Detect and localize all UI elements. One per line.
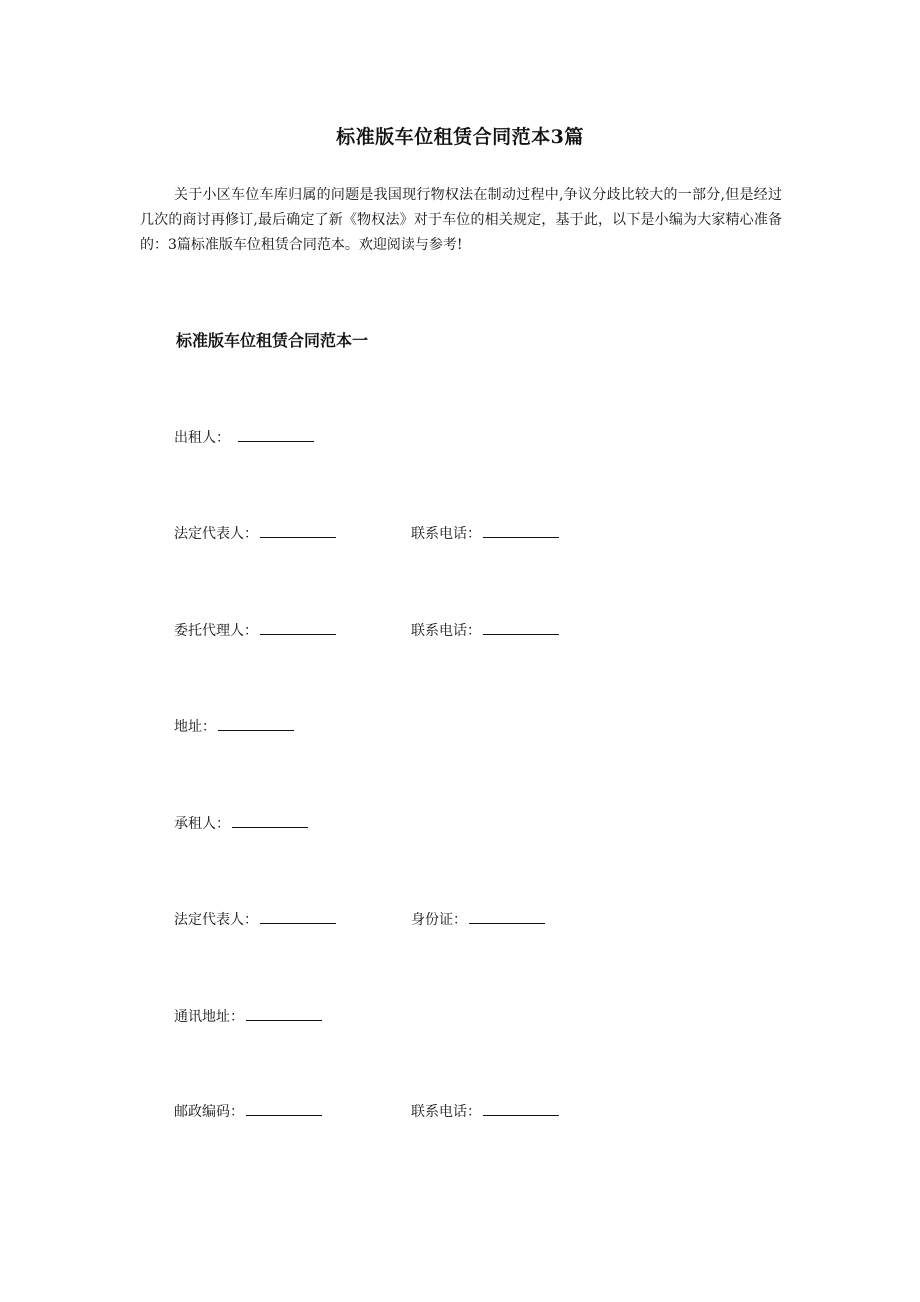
lessor-phone-label: 联系电话： bbox=[411, 526, 481, 542]
lessor-label: 出租人： bbox=[174, 430, 230, 446]
lessor-legal-rep-blank bbox=[260, 523, 336, 538]
id-card-label: 身份证： bbox=[411, 912, 467, 928]
postal-code-label: 邮政编码： bbox=[174, 1104, 244, 1120]
agent-blank bbox=[260, 620, 336, 635]
address-field bbox=[174, 715, 294, 739]
lessor-phone-field bbox=[411, 522, 559, 546]
agent-phone-blank bbox=[483, 620, 559, 635]
lessor-legal-rep-field bbox=[174, 522, 336, 546]
lessee-blank bbox=[232, 813, 308, 828]
id-card-field bbox=[411, 908, 545, 932]
agent-field bbox=[174, 619, 336, 643]
section-heading: 标准版车位租赁合同范本一 bbox=[176, 331, 369, 350]
lessee-legal-rep-field bbox=[174, 908, 336, 932]
postal-code-blank bbox=[246, 1101, 322, 1116]
mailing-address-field bbox=[174, 1005, 322, 1029]
agent-phone-field bbox=[411, 619, 559, 643]
lessee-legal-rep-blank bbox=[260, 909, 336, 924]
lessee-legal-rep-label: 法定代表人： bbox=[174, 912, 258, 928]
lessee-label: 承租人： bbox=[174, 816, 230, 832]
lessee-phone-blank bbox=[483, 1101, 559, 1116]
lessor-phone-blank bbox=[483, 523, 559, 538]
document-title: 标准版车位租赁合同范本3篇 bbox=[336, 126, 584, 148]
postal-code-field bbox=[174, 1100, 322, 1124]
id-card-blank bbox=[469, 909, 545, 924]
lessee-phone-label: 联系电话： bbox=[411, 1104, 481, 1120]
mailing-address-blank bbox=[246, 1006, 322, 1021]
lessor-blank bbox=[238, 427, 314, 442]
address-label: 地址： bbox=[174, 719, 216, 735]
agent-label: 委托代理人： bbox=[174, 623, 258, 639]
intro-paragraph: 关于小区车位车库归属的问题是我国现行物权法在制动过程中,争议分歧比较大的一部分,但是经过几次的商讨再修订,最后确定了新《物权法》对于车位的相关规定，基于此，以下是小编为大家精心准备的：3篇标准版车位租赁合同范本。欢迎阅读与参考! bbox=[140, 187, 782, 253]
lessor-legal-rep-label: 法定代表人： bbox=[174, 526, 258, 542]
lessee-field bbox=[174, 812, 308, 836]
lessee-phone-field bbox=[411, 1100, 559, 1124]
address-blank bbox=[218, 716, 294, 731]
agent-phone-label: 联系电话： bbox=[411, 623, 481, 639]
lessor-field bbox=[174, 426, 314, 450]
mailing-address-label: 通讯地址： bbox=[174, 1009, 244, 1025]
